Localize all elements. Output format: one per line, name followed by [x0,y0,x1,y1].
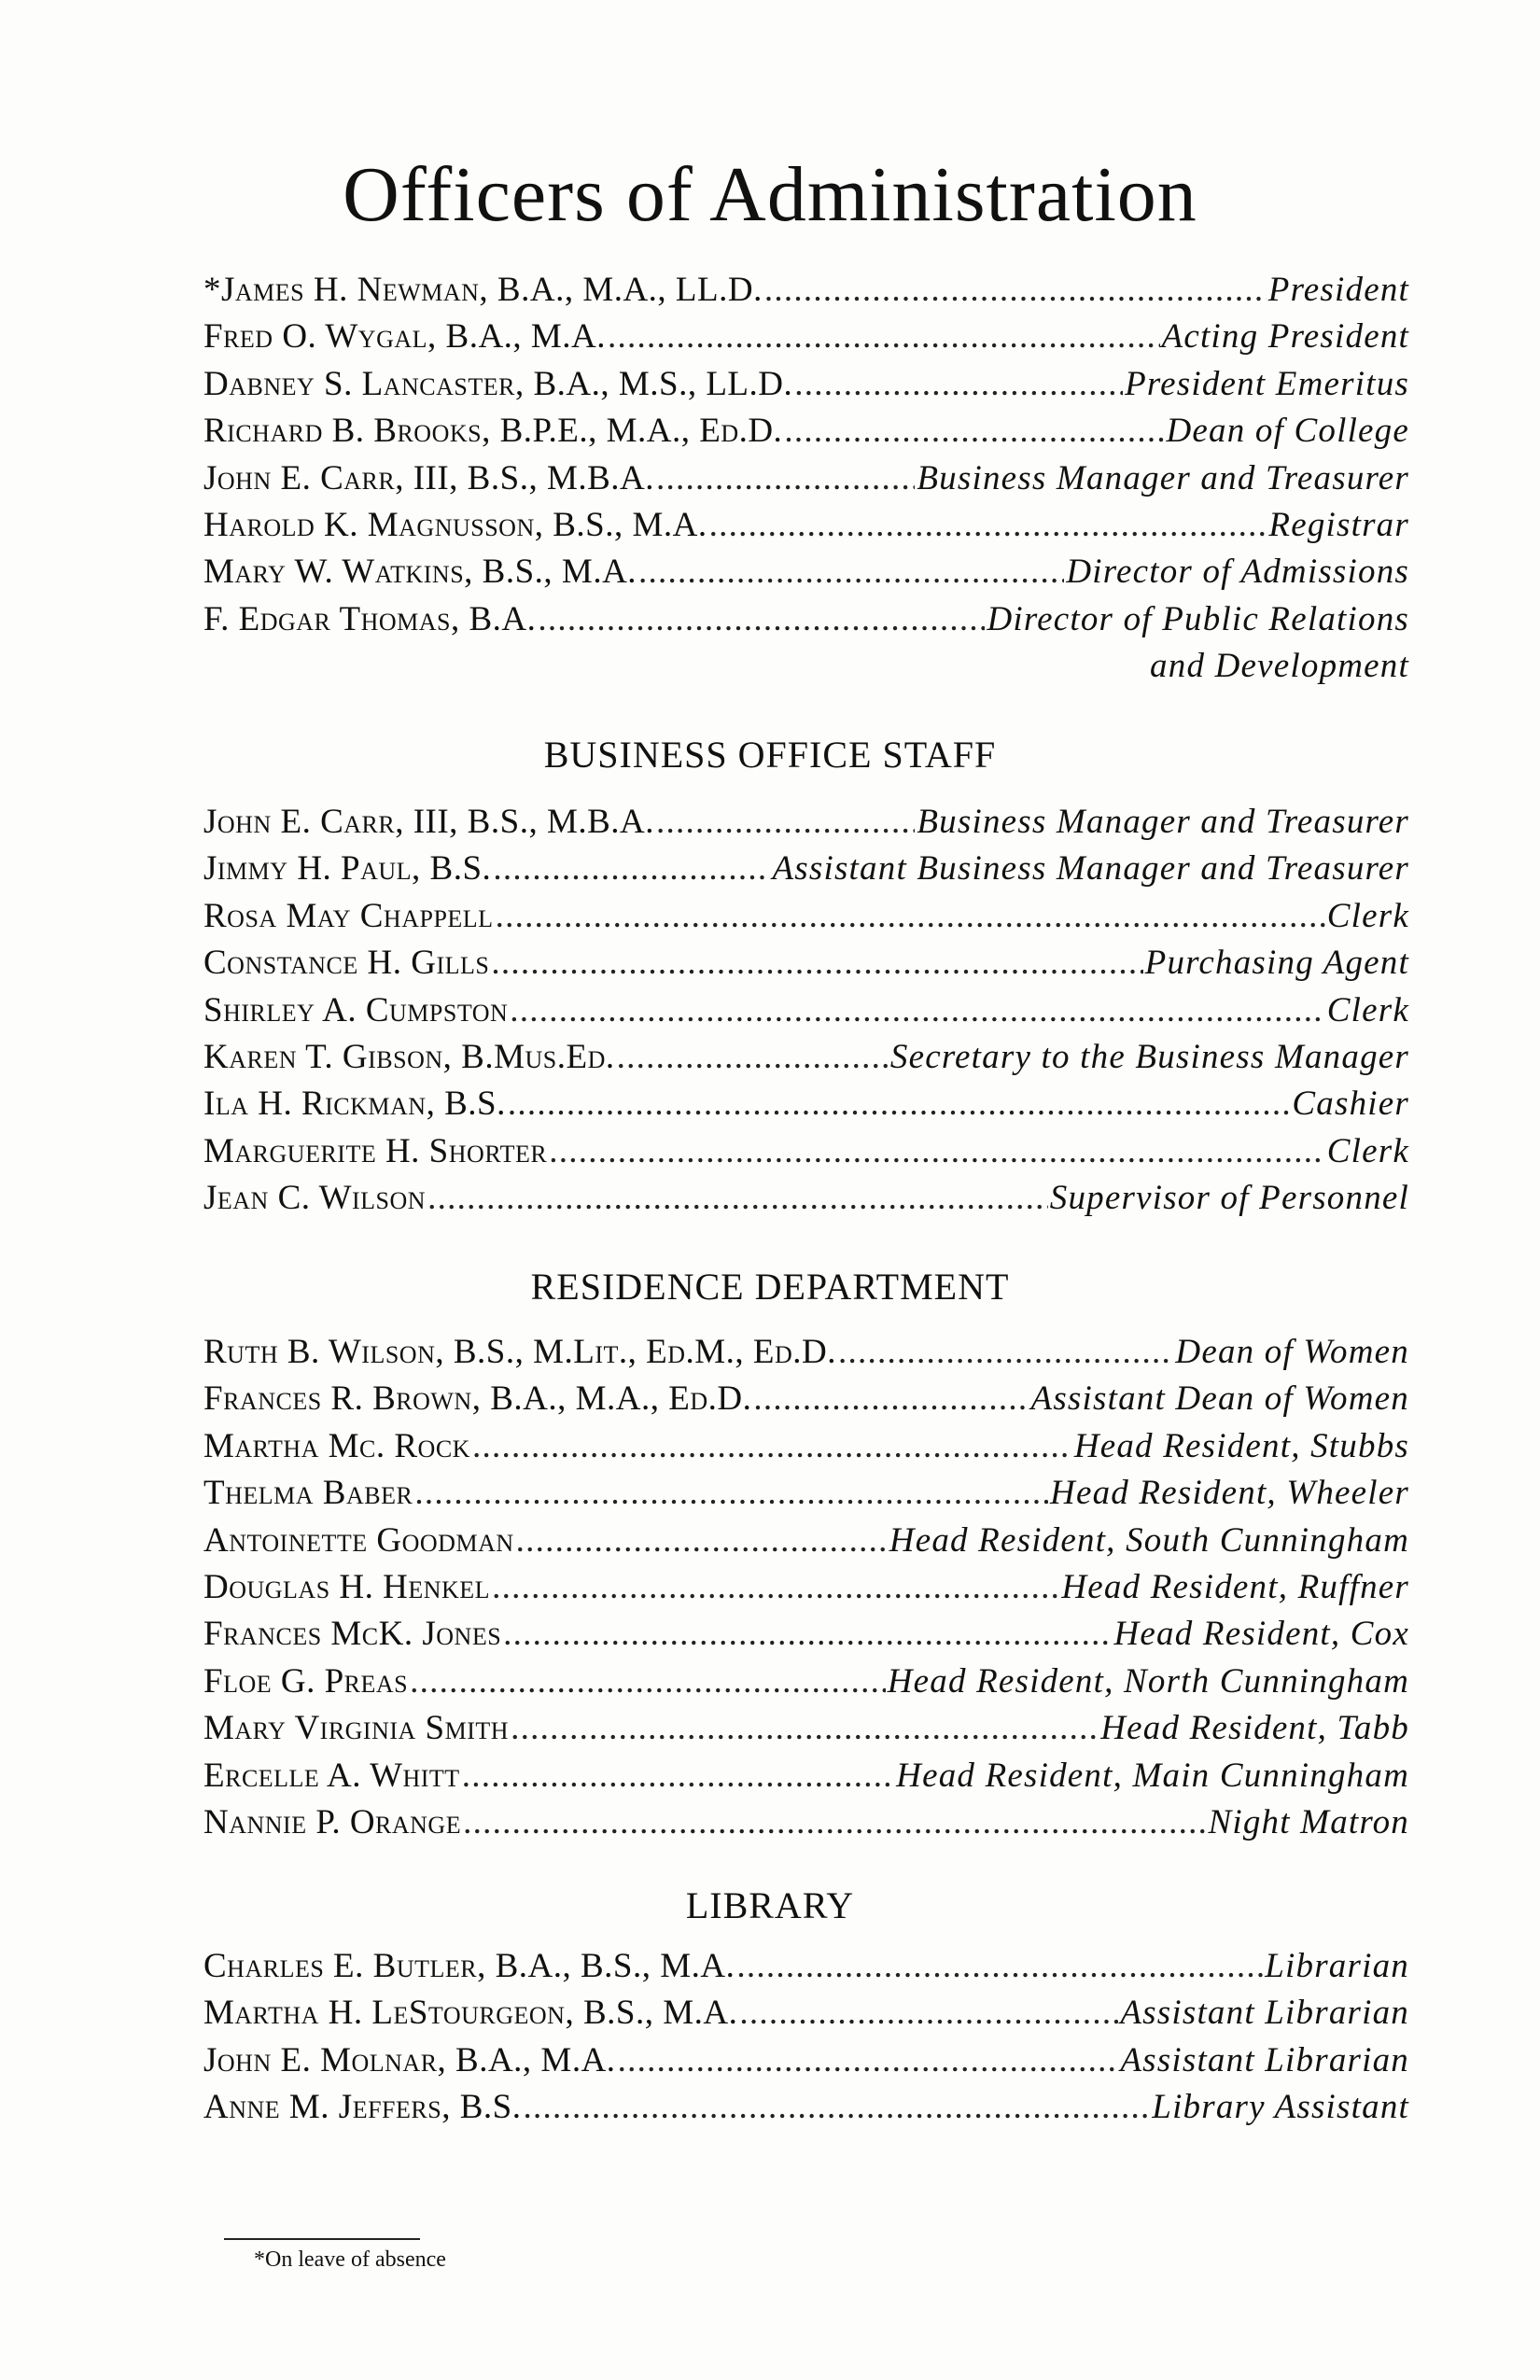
staff-title: Assistant Business Manager and Treasurer [772,849,1409,889]
dot-leader [491,940,1142,987]
list-item [203,1990,1409,2037]
officer-name: John E. Carr, III, B.S., M.B.A. [203,458,654,497]
staff-name: Ila H. Rickman, B.S. [203,1085,506,1124]
dot-leader [523,2084,1150,2131]
dot-leader [496,893,1325,940]
officer-name: Richard B. Brooks, B.P.E., M.A., Ed.D. [203,412,783,451]
officer-title: Acting President [1161,317,1409,357]
officer-title: President Emeritus [1125,364,1409,403]
dot-leader [617,1034,889,1081]
staff-name: Ercelle A. Whitt [203,1756,460,1795]
officer-title: Business Manager and Treasurer [917,458,1409,497]
dot-leader [549,1128,1325,1175]
officer-name: *James H. Newman, B.A., M.A., LL.D. [203,271,763,309]
staff-name: Charles E. Butler, B.A., B.S., M.A. [203,1947,735,1985]
dot-leader [656,799,915,846]
list-item [203,408,1409,455]
dot-leader [463,1799,1206,1846]
list-item [203,1423,1409,1470]
staff-name: Martha Mc. Rock [203,1426,470,1465]
staff-title: Librarian [1265,1947,1409,1985]
staff-title: Night Matron [1208,1802,1409,1841]
list-item [203,940,1409,987]
staff-title: Head Resident, Main Cunningham [896,1756,1409,1795]
officer-title: Dean of College [1166,412,1409,451]
list-item [203,1128,1409,1175]
staff-name: Jean C. Wilson [203,1179,427,1218]
footnote-rule [224,2238,420,2240]
staff-title: Head Resident, Ruffner [1061,1567,1409,1606]
section-heading-residence: RESIDENCE DEPARTMENT [530,1266,1010,1308]
list-item [203,846,1409,892]
staff-title: Assistant Dean of Women [1030,1379,1409,1419]
staff-title: Supervisor of Personnel [1049,1179,1409,1218]
dot-leader [656,455,915,502]
officer-name: F. Edgar Thomas, B.A. [203,599,537,638]
staff-name: Frances McK. Jones [203,1615,502,1654]
dot-leader [608,314,1160,360]
staff-name: Mary Virginia Smith [203,1709,510,1748]
staff-title: Clerk [1326,1131,1409,1170]
staff-name: Martha H. LeStourgeon, B.S., M.A. [203,1994,738,2033]
dot-leader [794,361,1123,408]
staff-title: Business Manager and Treasurer [917,803,1409,841]
residence-list [203,1329,1409,1846]
officer-title: Registrar [1268,505,1409,544]
officer-name: Harold K. Magnusson, B.S., M.A. [203,505,707,544]
staff-name: Nannie P. Orange [203,1802,462,1841]
list-item [203,1659,1409,1705]
staff-name: Marguerite H. Shorter [203,1131,548,1170]
dot-leader [638,549,1064,595]
list-item [203,267,1409,314]
dot-leader [784,408,1164,455]
dot-leader [838,1329,1173,1376]
staff-name: Karen T. Gibson, B.Mus.Ed. [203,1037,615,1076]
dot-leader [511,1705,1099,1752]
dot-leader [472,1423,1072,1470]
staff-name: Shirley A. Cumpston [203,990,509,1029]
dot-leader [739,1990,1118,2037]
dot-leader [709,502,1267,549]
dot-leader [492,1564,1059,1611]
dot-leader [410,1659,886,1705]
dot-leader [516,1518,888,1564]
dot-leader [503,1611,1112,1658]
list-item [203,893,1409,940]
list-item [203,1470,1409,1517]
staff-name: Douglas H. Henkel [203,1567,491,1606]
footnote: *On leave of absence [254,2247,446,2272]
staff-title: Clerk [1326,896,1409,935]
list-item [203,2084,1409,2131]
staff-name: Thelma Baber [203,1474,413,1513]
staff-title: Secretary to the Business Manager [889,1037,1409,1076]
dot-leader [736,1943,1263,1990]
list-item [203,2037,1409,2084]
officer-name: Fred O. Wygal, B.A., M.A. [203,317,607,357]
staff-title: Purchasing Agent [1144,944,1409,983]
officer-title: Director of Admissions [1066,553,1409,592]
officers-list [203,267,1409,691]
list-item [203,1034,1409,1081]
business-office-list [203,799,1409,1223]
staff-title: Clerk [1326,990,1409,1029]
list-item [203,799,1409,846]
staff-title: Dean of Women [1175,1333,1409,1371]
officer-name: Dabney S. Lancaster, B.A., M.S., LL.D. [203,364,793,403]
list-item [203,1943,1409,1990]
dot-leader [510,987,1325,1034]
officer-title: Director of Public Relations [987,599,1409,638]
staff-title: Head Resident, Stubbs [1073,1426,1409,1465]
list-item [203,455,1409,502]
staff-name: Rosa May Chappell [203,896,494,935]
officer-name: Mary W. Watkins, B.S., M.A. [203,553,637,592]
list-item [203,1376,1409,1422]
list-item [203,596,1409,643]
staff-title: Head Resident, Cox [1113,1615,1409,1654]
dot-leader [753,1376,1029,1422]
staff-title: Head Resident, Tabb [1100,1709,1409,1748]
staff-title: Head Resident, Wheeler [1050,1474,1409,1513]
dot-leader [462,1753,894,1799]
dot-leader [508,1081,1291,1127]
section-heading-library: LIBRARY [685,1884,855,1926]
library-list [203,1943,1409,2132]
staff-title: Head Resident, North Cunningham [887,1661,1409,1701]
staff-name: Antoinette Goodman [203,1520,514,1560]
dot-leader [414,1470,1048,1517]
staff-name: Anne M. Jeffers, B.S. [203,2088,522,2127]
dot-leader [764,267,1267,314]
staff-name: Frances R. Brown, B.A., M.A., Ed.D. [203,1379,752,1419]
list-item [203,314,1409,360]
dot-leader [493,846,770,892]
list-item [203,987,1409,1034]
list-item [203,1753,1409,1799]
staff-title: Assistant Librarian [1120,2040,1409,2079]
staff-title: Cashier [1292,1085,1409,1124]
staff-name: Floe G. Preas [203,1661,409,1701]
list-item [203,1564,1409,1611]
list-item [203,1705,1409,1752]
page-title: Officers of Administration [343,151,1197,238]
section-heading-business-office: BUSINESS OFFICE STAFF [543,734,997,776]
staff-name: John E. Carr, III, B.S., M.B.A. [203,803,654,841]
dot-leader [538,596,985,643]
dot-leader [618,2037,1119,2084]
staff-title: Head Resident, South Cunningham [889,1520,1409,1560]
list-item [203,1081,1409,1127]
list-item [203,1329,1409,1376]
list-item [203,1518,1409,1564]
staff-name: Jimmy H. Paul, B.S. [203,849,492,889]
officer-title: President [1267,271,1409,309]
list-item [203,549,1409,595]
staff-name: John E. Molnar, B.A., M.A. [203,2040,616,2079]
staff-title: Library Assistant [1152,2088,1409,2127]
staff-name: Ruth B. Wilson, B.S., M.Lit., Ed.M., Ed.D. [203,1333,837,1371]
dot-leader [427,1175,1048,1222]
list-item [203,1611,1409,1658]
list-item [203,1799,1409,1846]
list-item [203,361,1409,408]
officer-title-continuation: and Development [1150,647,1409,686]
list-item [203,1175,1409,1222]
staff-name: Constance H. Gills [203,944,490,983]
staff-title: Assistant Librarian [1120,1994,1409,2033]
list-item [203,502,1409,549]
